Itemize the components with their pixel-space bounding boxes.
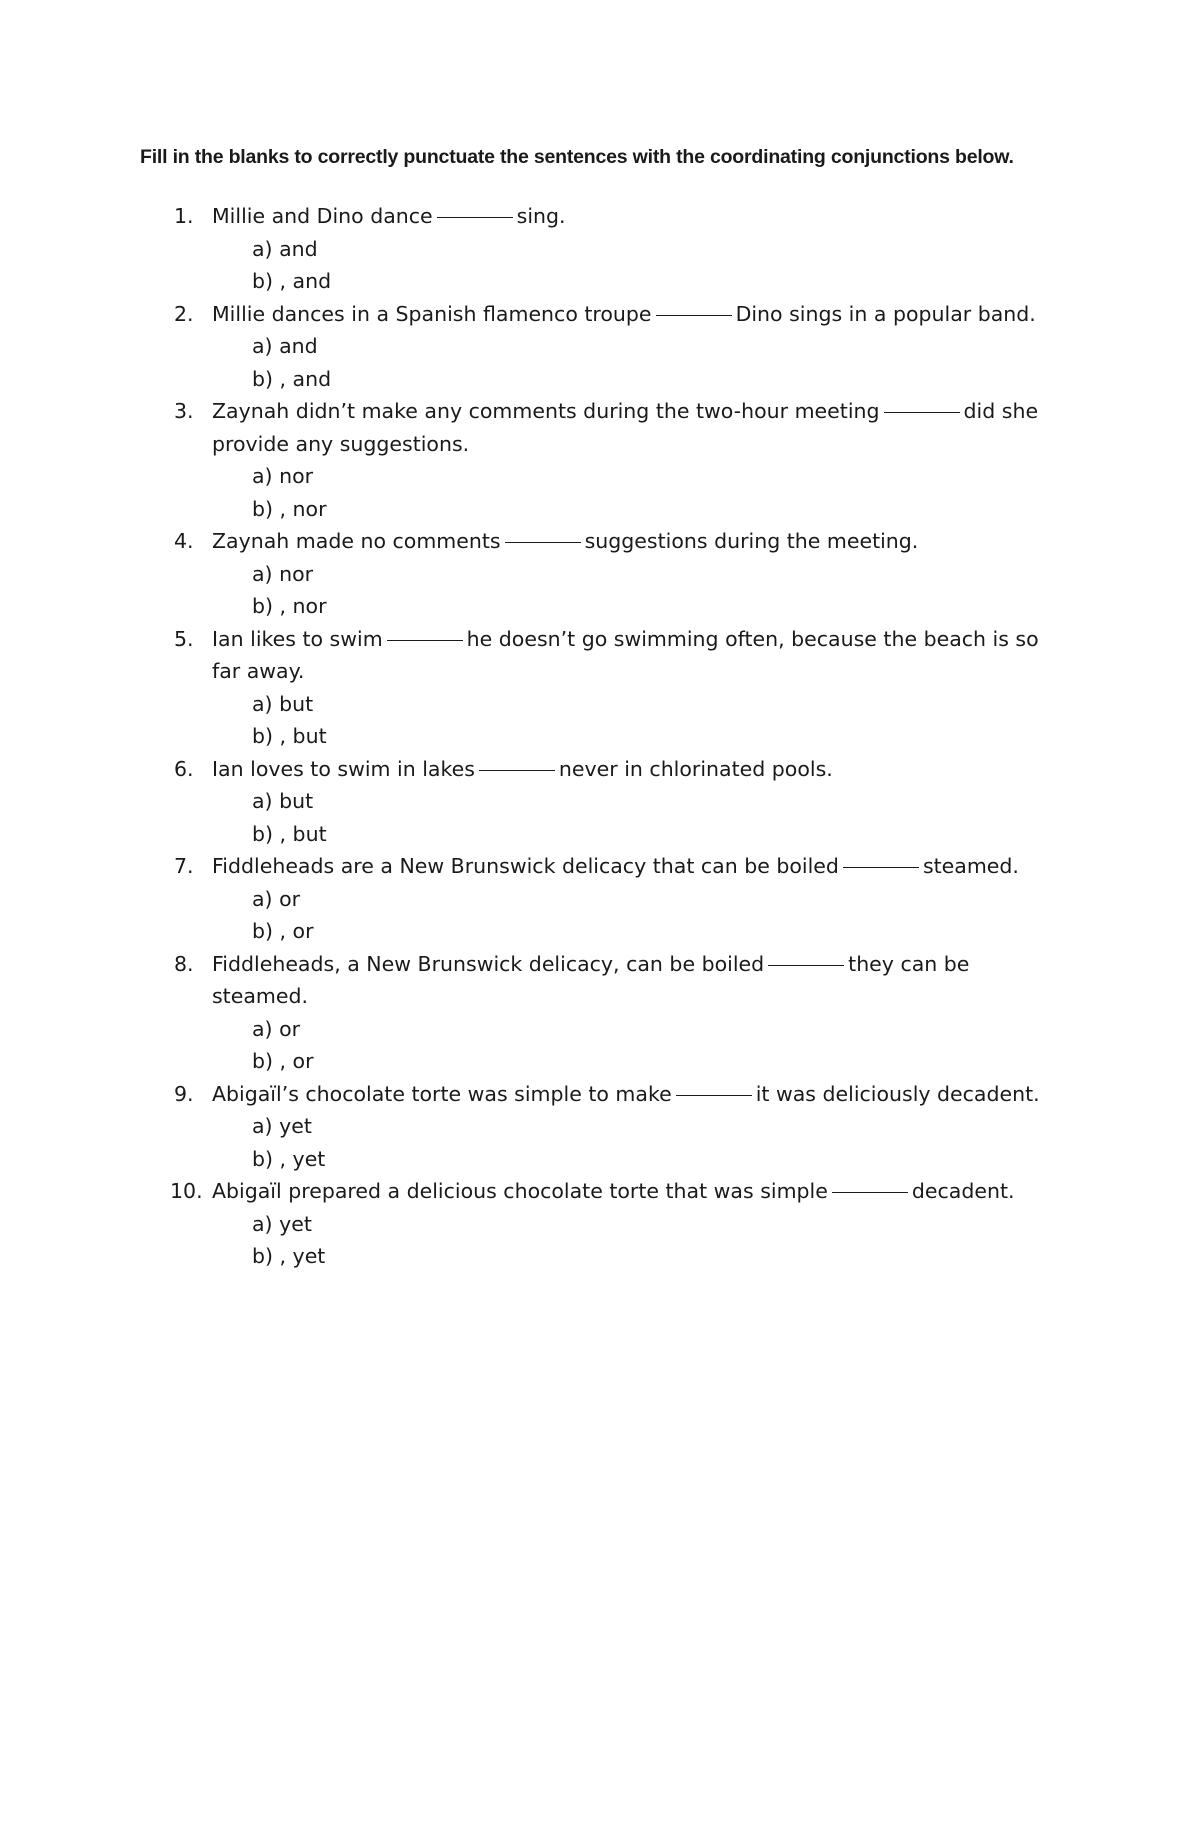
option-b[interactable]: b) , yet (252, 1146, 326, 1171)
question-4 (0, 525, 1200, 623)
option-b[interactable]: b) , or (252, 1049, 314, 1073)
question-text (212, 1078, 1062, 1111)
option-b[interactable]: b) , and (252, 269, 332, 293)
option-a[interactable]: a) but (252, 691, 314, 716)
question-text (212, 1175, 1062, 1208)
question-5 (0, 623, 1200, 753)
option-b[interactable]: b) , but (252, 821, 327, 846)
question-text-after: did she provide any suggestions. (212, 399, 1039, 456)
question-text-before: Fiddleheads are a New Brunswick delicacy that can be boiled (212, 854, 839, 878)
option-b[interactable]: b) , nor (252, 496, 327, 521)
option-a[interactable]: a) or (252, 1016, 301, 1041)
question-text-before: Zaynah didn’t make any comments during the two-hour meeting (212, 399, 880, 423)
question-1 (0, 200, 1200, 298)
question-number: 9. (174, 1081, 194, 1106)
question-text-after: he doesn’t go swimming often, because the beach is so far away. (212, 626, 1039, 683)
question-text-before: Fiddleheads, a New Brunswick delicacy, can be boiled (212, 951, 765, 976)
option-list (0, 1013, 1200, 1078)
option-list (0, 883, 1200, 948)
option-list (0, 558, 1200, 623)
question-text (212, 753, 1062, 786)
question-text-after: it was deliciously decadent. (755, 1081, 1040, 1106)
option-a[interactable]: a) and (252, 236, 318, 261)
option-list (0, 785, 1200, 850)
question-text (212, 948, 1062, 1013)
question-3 (0, 395, 1200, 525)
option-b[interactable]: b) , but (252, 724, 327, 748)
answer-blank[interactable] (437, 216, 513, 218)
question-text (212, 623, 1062, 688)
answer-blank[interactable] (768, 964, 844, 966)
question-list (0, 200, 1200, 1273)
question-text-before: Ian likes to swim (212, 626, 383, 651)
question-text-after: suggestions during the meeting. (584, 529, 919, 553)
question-8 (0, 948, 1200, 1078)
question-number: 8. (174, 951, 194, 976)
answer-blank[interactable] (387, 639, 463, 641)
question-number: 10. (170, 1179, 203, 1203)
question-2 (0, 298, 1200, 396)
question-text (212, 298, 1062, 331)
question-number: 2. (174, 301, 194, 326)
option-list (0, 1208, 1200, 1273)
question-text-before: Ian loves to swim in lakes (212, 756, 475, 781)
question-text-before: Abigaïl prepared a delicious chocolate torte that was simple (212, 1179, 828, 1203)
instructions: Fill in the blanks to correctly punctuate the sentences with the coordinating conjunctions below. (140, 146, 1014, 168)
question-7 (0, 850, 1200, 948)
option-list (0, 1110, 1200, 1175)
question-number: 5. (174, 626, 194, 651)
question-text-before: Millie dances in a Spanish flamenco troupe (212, 301, 652, 326)
question-text-after: steamed. (922, 854, 1019, 878)
answer-blank[interactable] (656, 314, 732, 316)
option-a[interactable]: a) yet (252, 1211, 312, 1236)
option-a[interactable]: a) or (252, 886, 301, 911)
answer-blank[interactable] (843, 866, 919, 868)
question-number: 6. (174, 756, 194, 781)
answer-blank[interactable] (832, 1191, 908, 1193)
question-9 (0, 1078, 1200, 1176)
question-text-before: Abigaïl’s chocolate torte was simple to make (212, 1081, 672, 1106)
option-list (0, 460, 1200, 525)
option-list (0, 688, 1200, 753)
question-number: 1. (174, 204, 194, 228)
option-b[interactable]: b) , yet (252, 1244, 326, 1268)
option-b[interactable]: b) , or (252, 919, 314, 943)
question-text-after: decadent. (911, 1179, 1015, 1203)
option-a[interactable]: a) and (252, 334, 318, 358)
option-a[interactable]: a) nor (252, 464, 314, 488)
question-text (212, 850, 1062, 883)
question-text-after: they can be steamed. (212, 951, 970, 1008)
question-6 (0, 753, 1200, 851)
answer-blank[interactable] (505, 541, 581, 543)
option-b[interactable]: b) , and (252, 366, 332, 391)
option-b[interactable]: b) , nor (252, 594, 327, 618)
answer-blank[interactable] (676, 1094, 752, 1096)
option-a[interactable]: a) nor (252, 561, 314, 586)
question-text (212, 525, 1062, 558)
option-list (0, 330, 1200, 395)
answer-blank[interactable] (479, 769, 555, 771)
question-10 (0, 1175, 1200, 1273)
answer-blank[interactable] (884, 411, 960, 413)
option-list (0, 233, 1200, 298)
question-text-after: never in chlorinated pools. (558, 756, 833, 781)
question-number: 3. (174, 399, 194, 423)
option-a[interactable]: a) but (252, 789, 314, 813)
question-number: 7. (174, 854, 194, 878)
question-text-after: Dino sings in a popular band. (735, 301, 1036, 326)
question-text (212, 200, 1062, 233)
option-a[interactable]: a) yet (252, 1114, 312, 1138)
question-number: 4. (174, 529, 194, 553)
question-text-before: Zaynah made no comments (212, 529, 501, 553)
question-text (212, 395, 1062, 460)
question-text-after: sing. (516, 204, 566, 228)
question-text-before: Millie and Dino dance (212, 204, 433, 228)
